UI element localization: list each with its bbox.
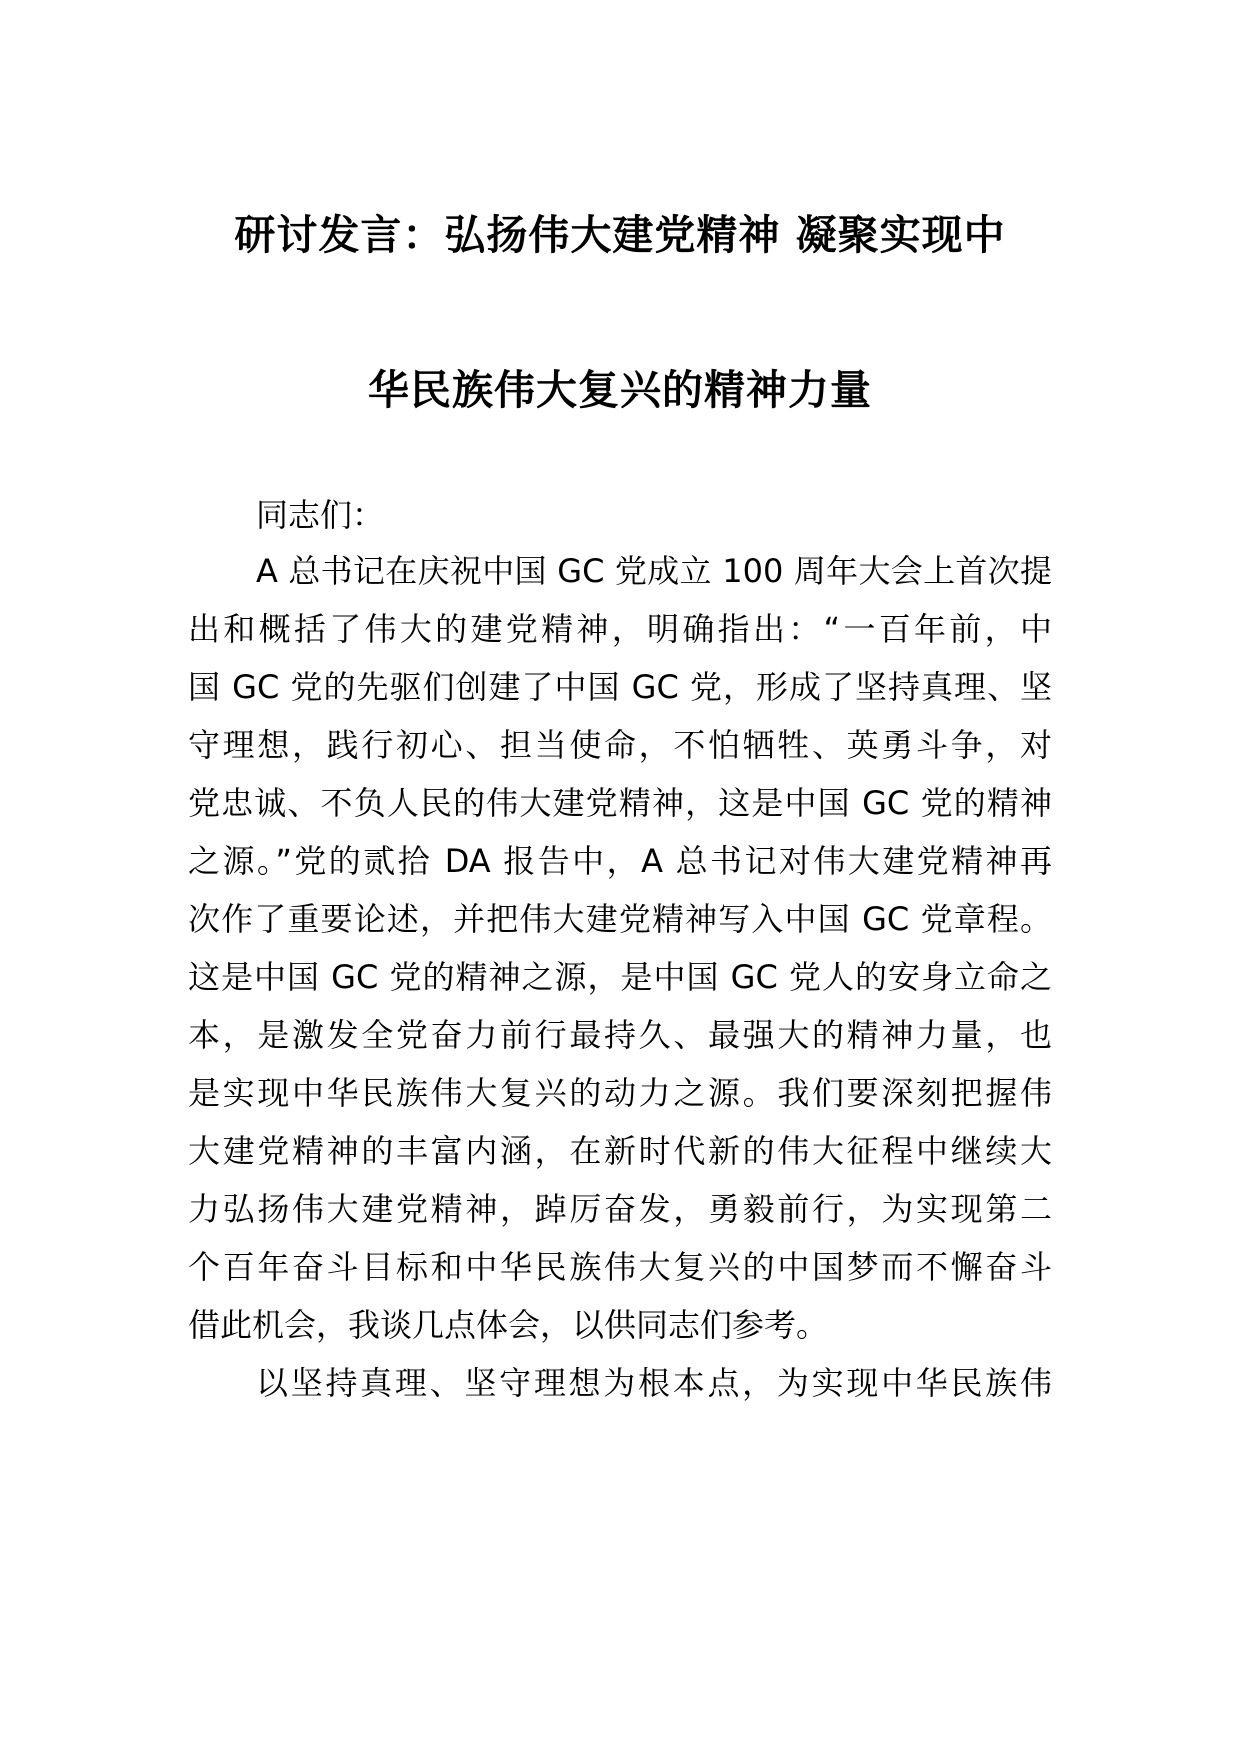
paragraph-1-line: 力弘扬伟大建党精神，踔厉奋发，勇毅前行，为实现第二 — [188, 1190, 1052, 1228]
salutation: 同志们： — [256, 496, 385, 534]
paragraph-1-line: 这是中国 GC 党的精神之源，是中国 GC 党人的安身立命之 — [188, 958, 1052, 996]
document-title-line-1: 研讨发言：弘扬伟大建党精神 凝聚实现中 — [234, 211, 1006, 259]
document-title-line-2: 华民族伟大复兴的精神力量 — [368, 366, 872, 414]
paragraph-1-line: 借此机会，我谈几点体会，以供同志们参考。 — [188, 1306, 829, 1344]
paragraph-1-line: 国 GC 党的先驱们创建了中国 GC 党，形成了坚持真理、坚 — [188, 668, 1052, 706]
paragraph-1-line: 之源。”党的贰拾 DA 报告中，A 总书记对伟大建党精神再 — [188, 842, 1052, 880]
paragraph-1-line: A 总书记在庆祝中国 GC 党成立 100 周年大会上首次提 — [256, 552, 1052, 590]
paragraph-1-line: 守理想，践行初心、担当使命，不怕牺牲、英勇斗争，对 — [188, 726, 1052, 764]
paragraph-1-line: 次作了重要论述，并把伟大建党精神写入中国 GC 党章程。 — [188, 900, 1052, 938]
paragraph-2-line: 以坚持真理、坚守理想为根本点，为实现中华民族伟 — [256, 1364, 1052, 1402]
paragraph-1-line: 党忠诚、不负人民的伟大建党精神，这是中国 GC 党的精神 — [188, 784, 1052, 822]
paragraph-1-line: 出和概括了伟大的建党精神，明确指出：“一百年前，中 — [188, 610, 1052, 648]
paragraph-1-line: 个百年奋斗目标和中华民族伟大复兴的中国梦而不懈奋斗 — [188, 1248, 1052, 1286]
paragraph-1-line: 本，是激发全党奋力前行最持久、最强大的精神力量，也 — [188, 1016, 1052, 1054]
paragraph-1-line: 是实现中华民族伟大复兴的动力之源。我们要深刻把握伟 — [188, 1074, 1052, 1112]
paragraph-1-line: 大建党精神的丰富内涵，在新时代新的伟大征程中继续大 — [188, 1132, 1052, 1170]
